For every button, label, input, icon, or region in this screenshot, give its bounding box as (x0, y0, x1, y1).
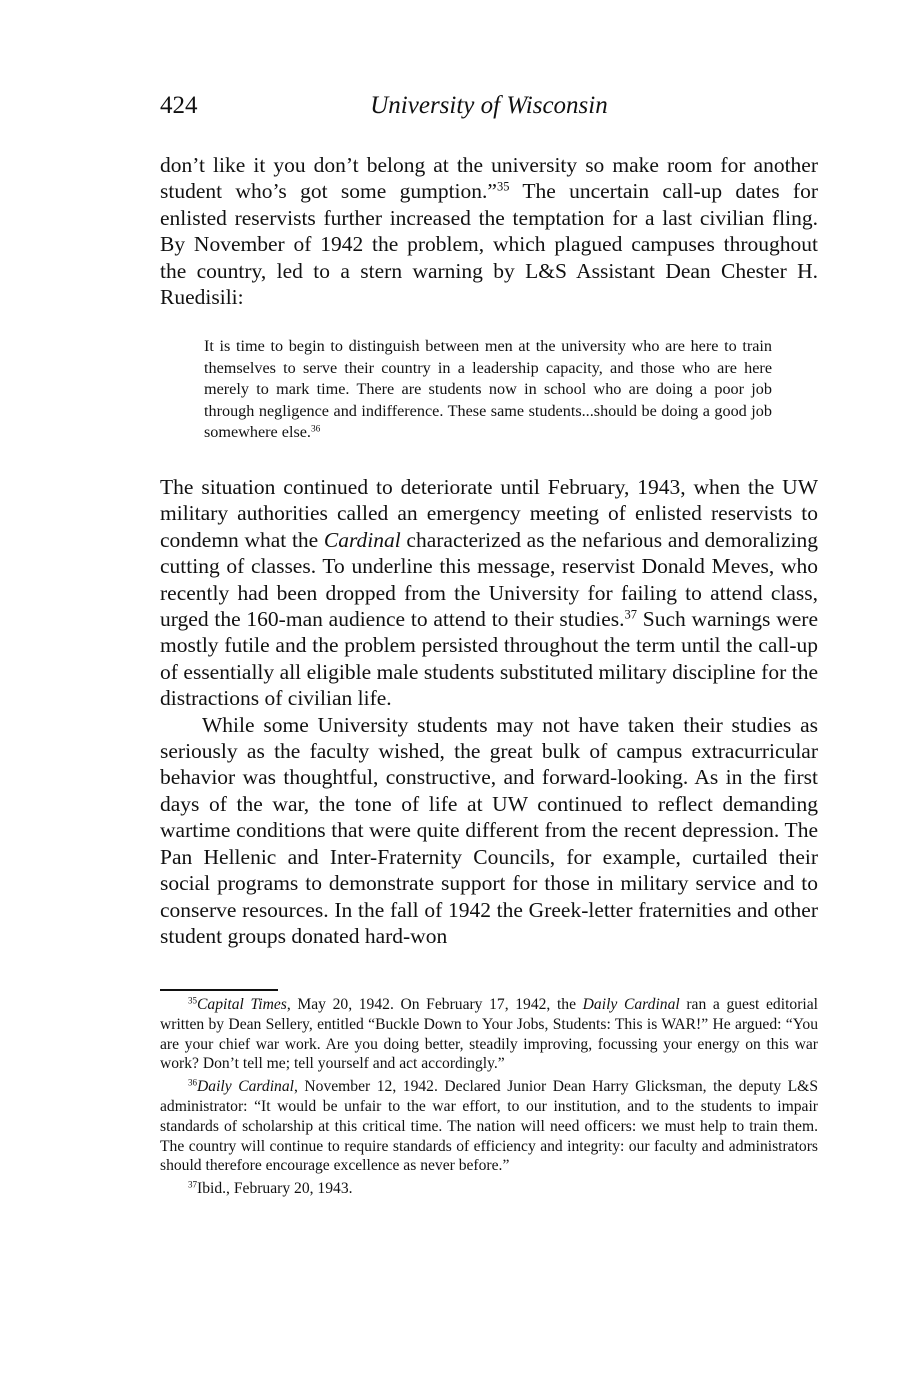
paragraph-2-italic: Cardinal (323, 527, 401, 552)
block-quote (204, 336, 772, 444)
paragraph-1-text-a: don’t like it you don’t belong at the university so make room for another student who’s got some gumption.” (160, 153, 818, 204)
paragraph-2-text-c: Such warnings were mostly futile and the problem persisted throughout the term until the call-up of essentially all eligible male students substituted military discipline for the distractions of civilian life. (160, 607, 818, 711)
running-title: University of Wisconsin (370, 92, 608, 119)
paragraph-1-text-b: The uncertain call-up dates for enlisted reservists further increased the temptation for a last civilian fling. By November of 1942 the problem, which plagued campuses throughout the country, led to a stern warning by L&S Assistant Dean Chester H. Ruedisili: (160, 179, 818, 310)
footnote-36-source: Daily Cardinal (197, 1078, 294, 1096)
footnote-35 (160, 995, 818, 1074)
paragraph-3: While some University students may not have taken their studies as seriously as the faculty wished, the great bulk of campus extracurricular behavior was thoughtful, constructive, and forward-looking. As in the first days of the war, the tone of life at UW continued to reflect demanding wartime conditions that were quite different from the recent depression. The Pan Hellenic and Inter-Fraternity Councils, for example, curtailed their social programs to demonstrate support for those in military service and to conserve resources. In the fall of 1942 the Greek-letter fraternities and other student groups donated hard-won (160, 712, 818, 948)
paragraph-1 (160, 152, 818, 310)
page-number: 424 (160, 92, 198, 119)
footnote-divider (160, 989, 278, 991)
footnote-37 (160, 1179, 818, 1199)
paragraph-2-text-a: The situation continued to deteriorate until February, 1943, when the UW military authorities called an emergency meeting of enlisted reservists to condemn what the (160, 475, 818, 552)
footnote-36 (160, 1077, 818, 1176)
block-quote-text: It is time to begin to distinguish between men at the university who are here to train themselves to serve their country in a leadership capacity, and those who are here merely to mark time. There are students now in school who are doing a poor job through negligence and indifference. These same students...should be doing a good job somewhere else. (204, 337, 772, 442)
footnote-35-source: Capital Times (197, 996, 287, 1013)
footnote-ref-35: 35 (496, 179, 510, 194)
page-header (160, 92, 818, 132)
paragraph-2 (160, 474, 818, 712)
footnotes (160, 995, 818, 1199)
footnote-35-italic: Daily Cardinal (582, 996, 680, 1013)
footnote-35-number: 35 (188, 995, 198, 1006)
footnote-35-text-a: , May 20, 1942. On February 17, 1942, the (286, 996, 583, 1013)
body-text-continued (160, 474, 818, 949)
footnote-ref-36: 36 (310, 424, 321, 435)
footnote-35-text-b: ran a guest editorial written by Dean Sellery, entitled “Buckle Down to Your Jobs, Students: This is WAR!” He argued: “You are your chief war work. Are you doing better, steadily improving, focussing your energy on this war work? Don’t tell me; tell yourself and act accordingly.” (160, 996, 818, 1073)
footnote-36-number: 36 (188, 1077, 198, 1088)
paragraph-2-text-b: characterized as the nefarious and demoralizing cutting of classes. To underline this message, reservist Donald Meves, who recently had been dropped from the University for failing to attend class, urged the 160-man audience to attend to their studies. (160, 527, 818, 632)
footnote-ref-37: 37 (624, 607, 637, 622)
footnote-37-number: 37 (188, 1179, 198, 1190)
footnote-36-text: , November 12, 1942. Declared Junior Dean Harry Glicksman, the deputy L&S administrator: “It would be unfair to the war effort, to our institution, and to the students to impair standards of scholarship at this critical time. The nation will need officers: we must help to train them. The country will continue to require standards of efficiency and integrity: our faculty and administrators should therefore encourage excellence as never before.” (160, 1078, 818, 1175)
footnote-37-text: Ibid., February 20, 1943. (197, 1180, 353, 1198)
